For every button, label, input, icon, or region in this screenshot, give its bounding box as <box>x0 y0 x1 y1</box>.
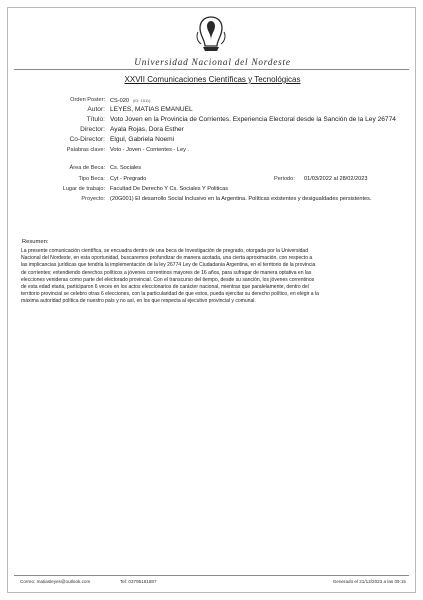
bottom-divider <box>14 575 409 576</box>
orden-poster-id: (ID: 1511) <box>132 98 151 103</box>
tipo-beca-label: Tipo Beca: <box>78 176 105 182</box>
orden-poster-value: CS-020 <box>110 98 129 104</box>
proyecto-value: (20G001) El desarrollo Social Inclusivo en la Argentina. Políticas existentes y desigualdades persistentes. <box>110 196 372 202</box>
proyecto-label: Proyecto: <box>81 196 105 202</box>
resumen-label: Resumen: <box>22 239 49 245</box>
university-emblem-icon <box>190 14 232 54</box>
orden-poster-label: Orden Poster: <box>70 97 105 103</box>
lugar-trabajo-label: Lugar de trabajo: <box>62 186 105 192</box>
resumen-text: La presente comunicación científica, se encuadra dentro de una beca de Investigación de pregrado, otorgada por la Universidad Nacional del Nordeste, en esta oportunidad, buscaremos profundizar de manera acotada, una cierta aproximación, con respecto a las implicancias jurídicas que tendría la implementación de la ley 26774 Ley de Ciudadanía Argentina, en el territorio de la provincia de corrientes; extendiendo derechos políticos a jóvenes correntinos mayores de 16 años, para sufragar de manera optativa en las elecciones venideras como parte del electorado provincial. Con el transcurso del tiempo, desde su sanción, los jóvenes correntinos de esta edad etaria, participaron 6 veces en los actos eleccionarios de carácter nacional, mientras que paralelamente, dentro del territorio provincial se celebro otras 6 elecciones, con la particularidad de que estos, pueda ejercitar su derecho político, en elegir a la máxima autoridad política de nuestro país y no así, en los que respecta al ejecutivo provincial y comunal. <box>21 248 319 305</box>
area-beca-value: Cs. Sociales <box>110 165 142 171</box>
document-page <box>7 7 416 593</box>
co-director-value: Elgul, Gabriela Noemi <box>110 136 175 143</box>
conference-title: XXVII Comunicaciones Científicas y Tecnológicas <box>124 75 301 84</box>
director-label: Director: <box>80 126 105 133</box>
autor-label: Autor: <box>87 106 105 113</box>
footer-generated: Generado el 21/12/2023 a las 09:15 <box>332 579 406 584</box>
tipo-beca-value: Cyt - Pregrado <box>110 176 147 182</box>
institution-name: Universidad Nacional del Nordeste <box>134 57 291 67</box>
palabras-clave-value: Voto - Joven - Corrientes - Ley . <box>110 147 189 153</box>
autor-value: LEYES, MATIAS EMANUEL <box>110 106 193 113</box>
palabras-clave-label: Palabras clave: <box>66 147 105 153</box>
titulo-value: Voto Joven en la Provincia de Corrientes. Experiencia Electoral desde la Sanción de la Ley 26774 <box>110 116 396 123</box>
lugar-trabajo-value: Facultad De Derecho Y Cs. Sociales Y Politicas <box>110 186 229 192</box>
periodo-value: 01/03/2022 al 28/02/2023 <box>304 176 368 182</box>
top-divider <box>14 69 409 70</box>
periodo-label: Periodo: <box>274 176 295 182</box>
area-beca-label: Área de Beca: <box>69 165 105 171</box>
footer-email: Correo: matiasleyes@outlook.com <box>20 579 91 584</box>
director-value: Ayala Rojas, Dora Esther <box>110 126 184 133</box>
titulo-label: Título: <box>86 116 105 123</box>
co-director-label: Co-Director: <box>69 136 105 143</box>
footer-phone: Tel: 03795161887 <box>120 579 157 584</box>
